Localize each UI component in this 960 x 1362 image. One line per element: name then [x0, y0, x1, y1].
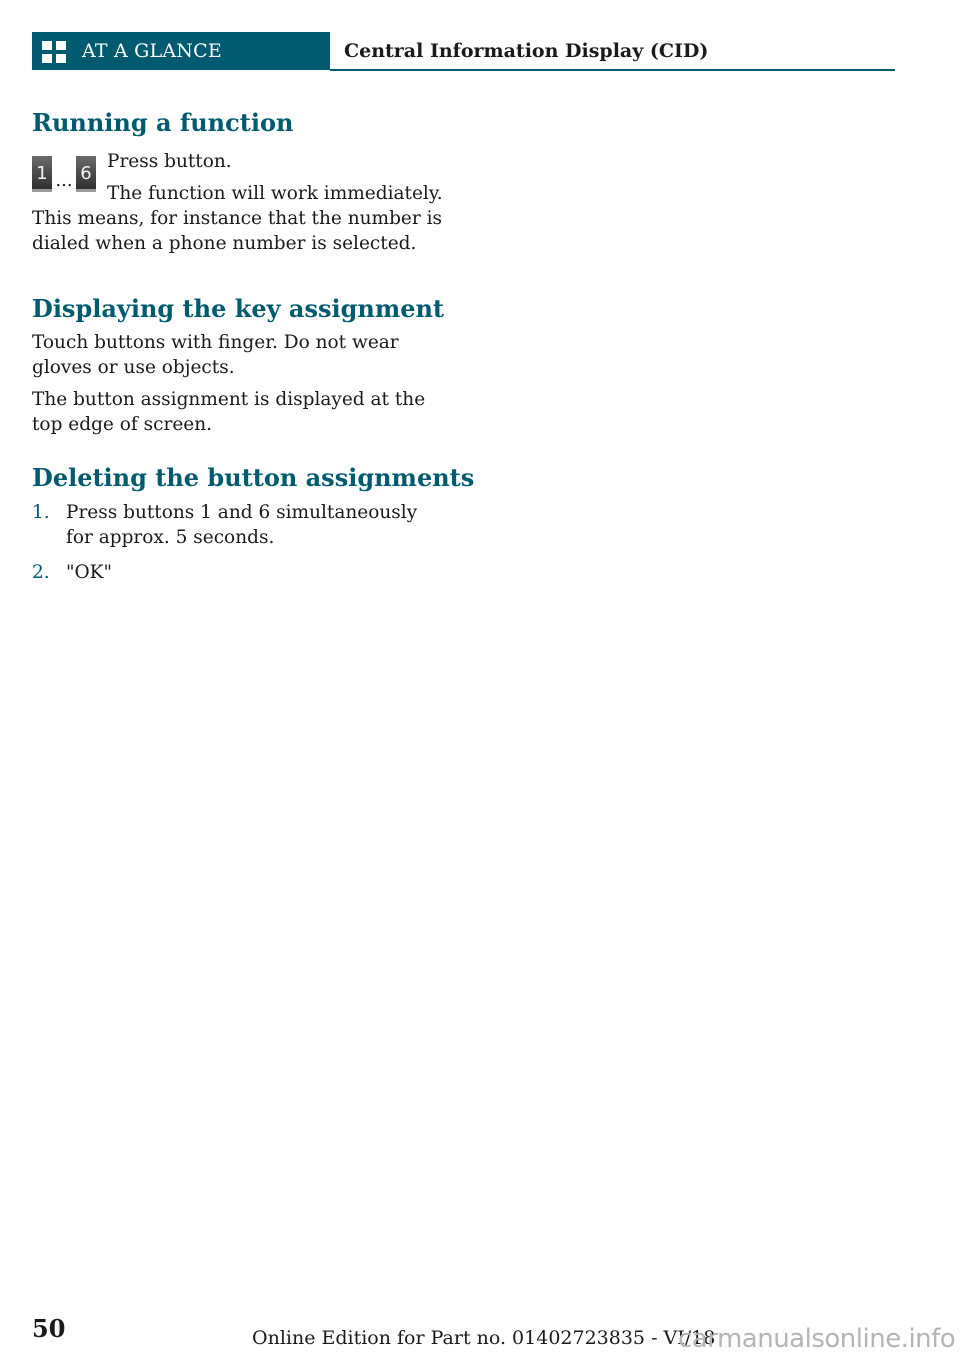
- section-tab: [32, 32, 330, 70]
- page-number: 50: [32, 1314, 66, 1343]
- body-line: dialed when a phone number is selected.: [32, 233, 417, 254]
- list-item-text: "OK": [66, 562, 113, 583]
- grid-icon: [42, 41, 66, 63]
- body-line: The function will work immediately.: [107, 183, 443, 204]
- body-line: gloves or use objects.: [32, 357, 235, 378]
- preset-key-6-icon: 6: [76, 156, 96, 192]
- list-item-number: 2.: [32, 562, 50, 583]
- key-buttons-graphic: [32, 156, 102, 198]
- list-item-number: 1.: [32, 502, 50, 523]
- body-line: This means, for instance that the number is: [32, 208, 443, 229]
- header-divider: [330, 69, 895, 71]
- section-label: AT A GLANCE: [82, 40, 222, 62]
- page-header: [32, 32, 895, 71]
- body-line: top edge of screen.: [32, 414, 213, 435]
- heading-displaying-key-assignment: Displaying the key assignment: [32, 294, 445, 323]
- preset-key-1-icon: 1: [32, 156, 52, 192]
- list-item-text: for approx. 5 seconds.: [66, 527, 275, 548]
- step-text: Press button.: [107, 151, 232, 172]
- body-line: Touch buttons with finger. Do not wear: [32, 332, 399, 353]
- page-title: Central Information Display (CID): [344, 40, 709, 62]
- watermark: carmanualsonline.info: [678, 1324, 956, 1354]
- key-range-separator: ...: [55, 170, 73, 191]
- heading-deleting-button-assignments: Deleting the button assignments: [32, 463, 475, 492]
- heading-running-a-function: Running a function: [32, 108, 294, 137]
- body-line: The button assignment is displayed at the: [32, 389, 426, 410]
- edition-note: Online Edition for Part no. 01402723835 - VI/18: [252, 1327, 716, 1349]
- list-item-text: Press buttons 1 and 6 simultaneously: [66, 502, 418, 523]
